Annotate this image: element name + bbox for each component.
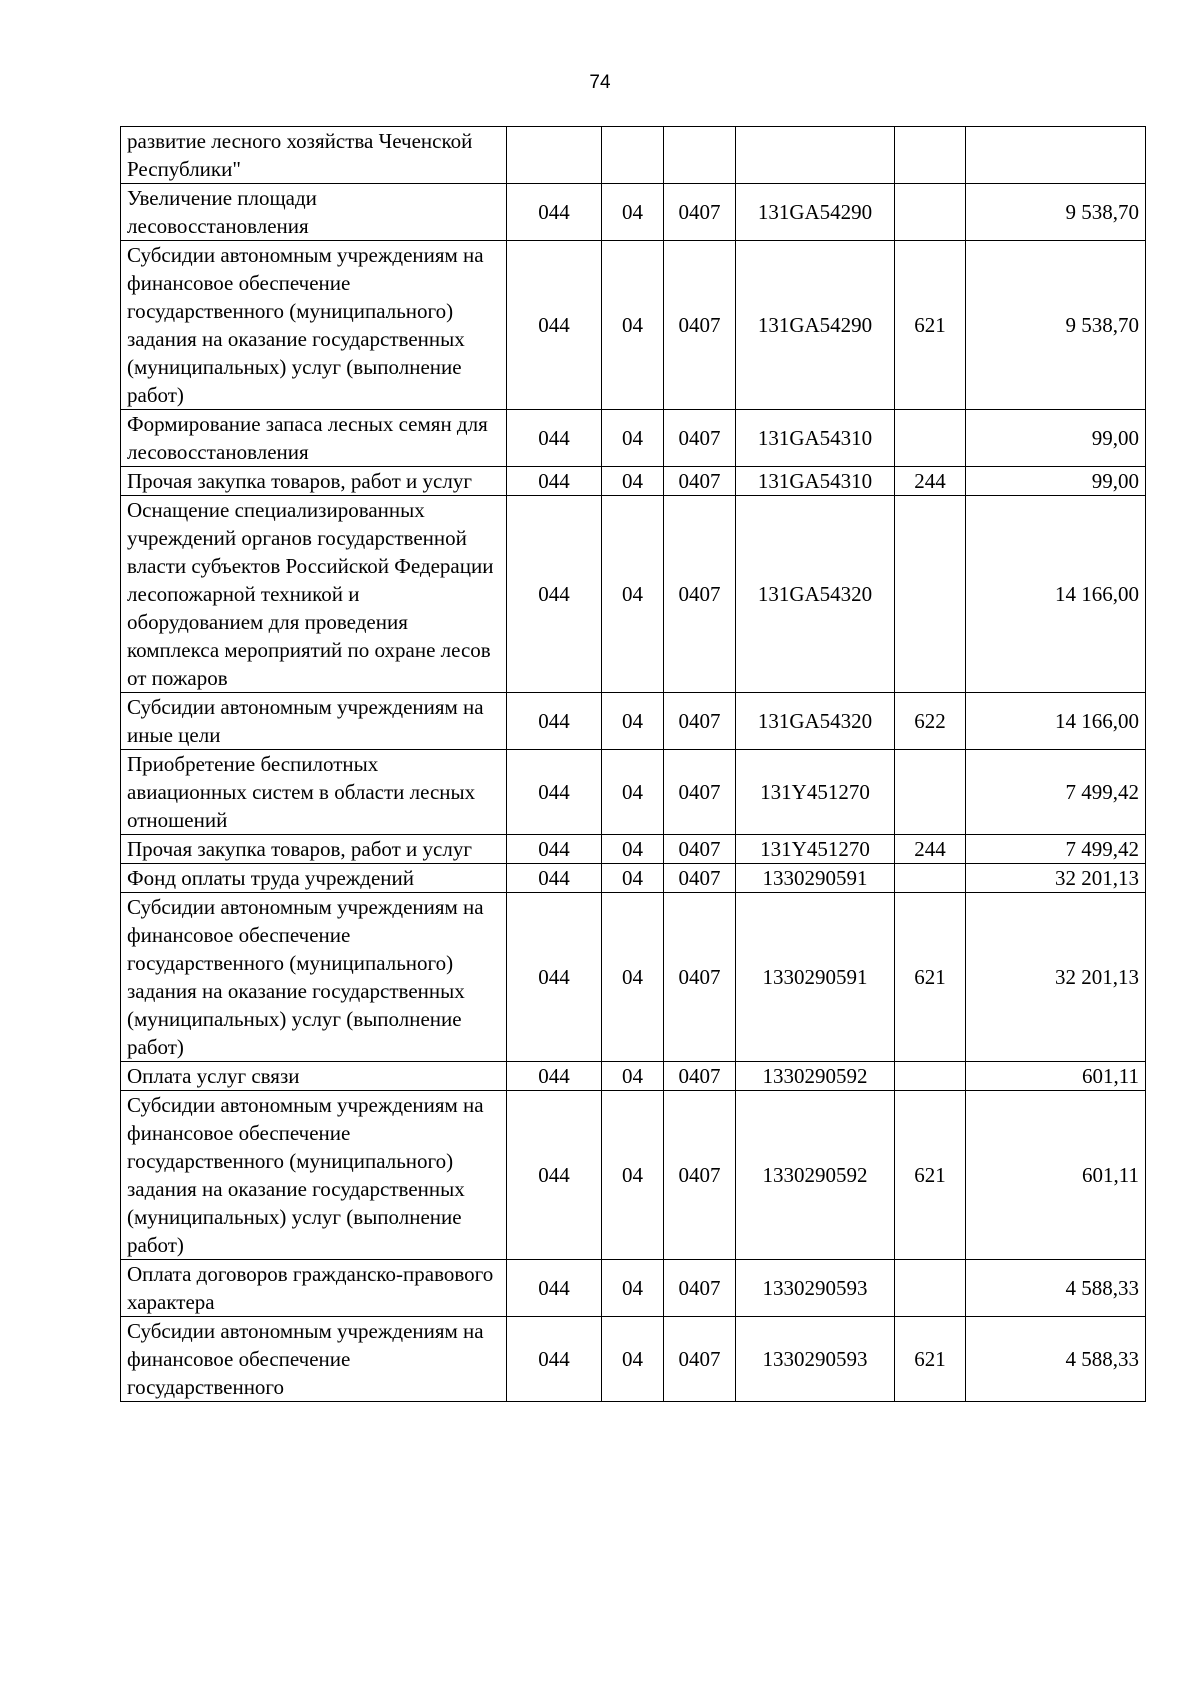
admin-code: 044 bbox=[507, 467, 602, 496]
amount: 32 201,13 bbox=[966, 864, 1146, 893]
row-name: Прочая закупка товаров, работ и услуг bbox=[121, 467, 507, 496]
admin-code: 044 bbox=[507, 693, 602, 750]
section-code: 04 bbox=[602, 241, 664, 410]
table-row bbox=[121, 1091, 1146, 1260]
admin-code: 044 bbox=[507, 184, 602, 241]
table-row bbox=[121, 467, 1146, 496]
row-name: Фонд оплаты труда учреждений bbox=[121, 864, 507, 893]
row-name: Оплата договоров гражданско-правового характера bbox=[121, 1260, 507, 1317]
subsection-code: 0407 bbox=[664, 467, 736, 496]
row-name: Субсидии автономным учреждениям на финансовое обеспечение государственного (муниципального) задания на оказание государственных (муниципальных) услуг (выполнение работ) bbox=[121, 1091, 507, 1260]
row-name: Прочая закупка товаров, работ и услуг bbox=[121, 835, 507, 864]
section-code: 04 bbox=[602, 1317, 664, 1402]
target-article-code bbox=[736, 127, 895, 184]
target-article-code: 1330290591 bbox=[736, 893, 895, 1062]
subsection-code: 0407 bbox=[664, 410, 736, 467]
target-article-code: 1330290591 bbox=[736, 864, 895, 893]
expense-type-code bbox=[895, 1062, 966, 1091]
row-name: Оплата услуг связи bbox=[121, 1062, 507, 1091]
amount: 7 499,42 bbox=[966, 750, 1146, 835]
table-row bbox=[121, 241, 1146, 410]
table-row bbox=[121, 184, 1146, 241]
subsection-code bbox=[664, 127, 736, 184]
table-row bbox=[121, 1062, 1146, 1091]
target-article-code: 131Y451270 bbox=[736, 750, 895, 835]
admin-code: 044 bbox=[507, 864, 602, 893]
table-row bbox=[121, 410, 1146, 467]
admin-code: 044 bbox=[507, 1260, 602, 1317]
section-code: 04 bbox=[602, 835, 664, 864]
section-code: 04 bbox=[602, 750, 664, 835]
expense-type-code bbox=[895, 864, 966, 893]
amount: 32 201,13 bbox=[966, 893, 1146, 1062]
expense-type-code bbox=[895, 750, 966, 835]
section-code: 04 bbox=[602, 1260, 664, 1317]
admin-code: 044 bbox=[507, 893, 602, 1062]
subsection-code: 0407 bbox=[664, 496, 736, 693]
amount: 4 588,33 bbox=[966, 1317, 1146, 1402]
admin-code: 044 bbox=[507, 410, 602, 467]
target-article-code: 131GA54290 bbox=[736, 241, 895, 410]
row-name: Приобретение беспилотных авиационных систем в области лесных отношений bbox=[121, 750, 507, 835]
amount: 601,11 bbox=[966, 1062, 1146, 1091]
expense-type-code: 244 bbox=[895, 467, 966, 496]
subsection-code: 0407 bbox=[664, 1062, 736, 1091]
admin-code bbox=[507, 127, 602, 184]
table-row bbox=[121, 1317, 1146, 1402]
expense-type-code bbox=[895, 127, 966, 184]
expense-type-code bbox=[895, 184, 966, 241]
section-code: 04 bbox=[602, 410, 664, 467]
admin-code: 044 bbox=[507, 835, 602, 864]
table-row bbox=[121, 893, 1146, 1062]
table-row bbox=[121, 496, 1146, 693]
admin-code: 044 bbox=[507, 1091, 602, 1260]
subsection-code: 0407 bbox=[664, 1260, 736, 1317]
table-row bbox=[121, 693, 1146, 750]
target-article-code: 1330290593 bbox=[736, 1317, 895, 1402]
row-name: Увеличение площади лесовосстановления bbox=[121, 184, 507, 241]
subsection-code: 0407 bbox=[664, 893, 736, 1062]
expense-type-code: 622 bbox=[895, 693, 966, 750]
subsection-code: 0407 bbox=[664, 241, 736, 410]
amount: 601,11 bbox=[966, 1091, 1146, 1260]
subsection-code: 0407 bbox=[664, 693, 736, 750]
admin-code: 044 bbox=[507, 750, 602, 835]
target-article-code: 131GA54320 bbox=[736, 496, 895, 693]
amount bbox=[966, 127, 1146, 184]
target-article-code: 1330290592 bbox=[736, 1062, 895, 1091]
amount: 4 588,33 bbox=[966, 1260, 1146, 1317]
expense-type-code bbox=[895, 410, 966, 467]
section-code: 04 bbox=[602, 893, 664, 1062]
row-name: Субсидии автономным учреждениям на финансовое обеспечение государственного (муниципального) задания на оказание государственных (муниципальных) услуг (выполнение работ) bbox=[121, 241, 507, 410]
page-number: 74 bbox=[589, 72, 611, 93]
section-code: 04 bbox=[602, 184, 664, 241]
admin-code: 044 bbox=[507, 241, 602, 410]
admin-code: 044 bbox=[507, 496, 602, 693]
section-code: 04 bbox=[602, 467, 664, 496]
table-row bbox=[121, 864, 1146, 893]
budget-table-body bbox=[121, 127, 1146, 1402]
expense-type-code: 621 bbox=[895, 1091, 966, 1260]
admin-code: 044 bbox=[507, 1062, 602, 1091]
table-row bbox=[121, 127, 1146, 184]
subsection-code: 0407 bbox=[664, 184, 736, 241]
target-article-code: 131GA54290 bbox=[736, 184, 895, 241]
target-article-code: 131GA54310 bbox=[736, 467, 895, 496]
subsection-code: 0407 bbox=[664, 835, 736, 864]
target-article-code: 131Y451270 bbox=[736, 835, 895, 864]
section-code: 04 bbox=[602, 496, 664, 693]
section-code: 04 bbox=[602, 1091, 664, 1260]
subsection-code: 0407 bbox=[664, 1317, 736, 1402]
section-code: 04 bbox=[602, 693, 664, 750]
amount: 14 166,00 bbox=[966, 496, 1146, 693]
row-name: Субсидии автономным учреждениям на финансовое обеспечение государственного (муниципального) задания на оказание государственных (муниципальных) услуг (выполнение работ) bbox=[121, 893, 507, 1062]
row-name: Формирование запаса лесных семян для лесовосстановления bbox=[121, 410, 507, 467]
section-code: 04 bbox=[602, 864, 664, 893]
target-article-code: 1330290592 bbox=[736, 1091, 895, 1260]
target-article-code: 1330290593 bbox=[736, 1260, 895, 1317]
table-row bbox=[121, 750, 1146, 835]
subsection-code: 0407 bbox=[664, 750, 736, 835]
expense-type-code: 621 bbox=[895, 241, 966, 410]
subsection-code: 0407 bbox=[664, 864, 736, 893]
expense-type-code bbox=[895, 496, 966, 693]
budget-table bbox=[120, 126, 1146, 1402]
target-article-code: 131GA54310 bbox=[736, 410, 895, 467]
expense-type-code bbox=[895, 1260, 966, 1317]
admin-code: 044 bbox=[507, 1317, 602, 1402]
row-name: развитие лесного хозяйства Чеченской Республики" bbox=[121, 127, 507, 184]
target-article-code: 131GA54320 bbox=[736, 693, 895, 750]
amount: 99,00 bbox=[966, 410, 1146, 467]
row-name: Оснащение специализированных учреждений органов государственной власти субъектов Российской Федерации лесопожарной техникой и оборудованием для проведения комплекса мероприятий по охране лесов от пожаров bbox=[121, 496, 507, 693]
section-code: 04 bbox=[602, 1062, 664, 1091]
expense-type-code: 621 bbox=[895, 893, 966, 1062]
section-code bbox=[602, 127, 664, 184]
table-row bbox=[121, 835, 1146, 864]
amount: 99,00 bbox=[966, 467, 1146, 496]
row-name: Субсидии автономным учреждениям на иные цели bbox=[121, 693, 507, 750]
amount: 7 499,42 bbox=[966, 835, 1146, 864]
table-row bbox=[121, 1260, 1146, 1317]
amount: 14 166,00 bbox=[966, 693, 1146, 750]
subsection-code: 0407 bbox=[664, 1091, 736, 1260]
row-name: Субсидии автономным учреждениям на финансовое обеспечение государственного bbox=[121, 1317, 507, 1402]
expense-type-code: 244 bbox=[895, 835, 966, 864]
amount: 9 538,70 bbox=[966, 184, 1146, 241]
amount: 9 538,70 bbox=[966, 241, 1146, 410]
expense-type-code: 621 bbox=[895, 1317, 966, 1402]
